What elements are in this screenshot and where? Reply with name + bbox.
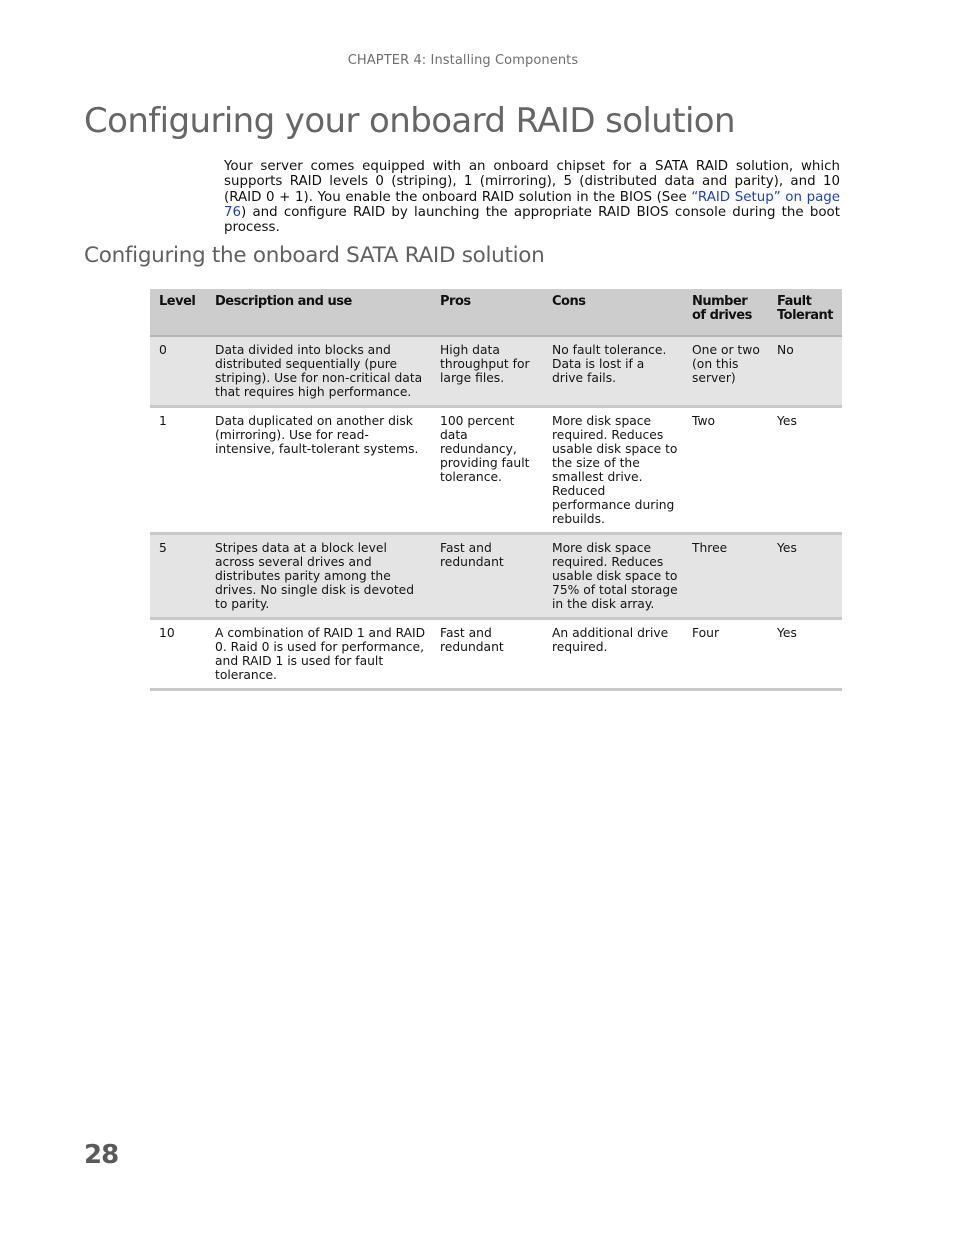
page-number: 28	[84, 1140, 119, 1170]
header-pros: Pros	[431, 289, 543, 336]
cell-fault-tolerant: Yes	[768, 534, 842, 619]
cell-description: Data duplicated on another disk (mirroring). Use for read-intensive, fault-tolerant systems.	[206, 407, 431, 534]
cell-drives: Two	[683, 407, 768, 534]
header-number-of-drives: Number of drives	[683, 289, 768, 336]
cell-cons: More disk space required. Reduces usable disk space to the size of the smallest drive. Reduced performance during rebuilds.	[543, 407, 683, 534]
table-row	[150, 407, 842, 534]
cell-level: 0	[150, 336, 206, 407]
table-row	[150, 336, 842, 407]
cell-pros: High data throughput for large files.	[431, 336, 543, 407]
header-cons: Cons	[543, 289, 683, 336]
cell-level: 10	[150, 619, 206, 690]
cell-level: 1	[150, 407, 206, 534]
table-row	[150, 534, 842, 619]
intro-paragraph	[224, 159, 840, 235]
cell-description: Stripes data at a block level across several drives and distributes parity among the drives. No single disk is devoted to parity.	[206, 534, 431, 619]
cell-level: 5	[150, 534, 206, 619]
cell-fault-tolerant: Yes	[768, 407, 842, 534]
cell-fault-tolerant: Yes	[768, 619, 842, 690]
raid-levels-table	[150, 289, 842, 691]
cell-drives: One or two (on this server)	[683, 336, 768, 407]
running-head: CHAPTER 4: Installing Components	[347, 53, 579, 68]
cell-fault-tolerant: No	[768, 336, 842, 407]
header-description: Description and use	[206, 289, 431, 336]
header-level: Level	[150, 289, 206, 336]
cell-cons: No fault tolerance. Data is lost if a drive fails.	[543, 336, 683, 407]
intro-text-end: ) and configure RAID by launching the appropriate RAID BIOS console during the boot process.	[224, 204, 840, 236]
cell-drives: Four	[683, 619, 768, 690]
cell-description: A combination of RAID 1 and RAID 0. Raid 0 is used for performance, and RAID 1 is used for fault tolerance.	[206, 619, 431, 690]
page-title: Configuring your onboard RAID solution	[84, 101, 735, 141]
cell-pros: Fast and redundant	[431, 619, 543, 690]
raid-setup-link[interactable]: “RAID Setup” on page 76	[224, 189, 841, 220]
table-header-row	[150, 289, 842, 336]
header-fault-tolerant: Fault Tolerant	[768, 289, 842, 336]
section-heading: Configuring the onboard SATA RAID solution	[84, 243, 545, 268]
cell-drives: Three	[683, 534, 768, 619]
intro-text-start: Your server comes equipped with an onboard chipset for a SATA RAID solution, which supports RAID levels 0 (striping), 1 (mirroring), 5 (distributed data and parity), and 10 (RAID 0 + 1). You enable the onboard RAID solution in the BIOS (See	[224, 159, 840, 205]
cell-cons: More disk space required. Reduces usable disk space to 75% of total storage in the disk array.	[543, 534, 683, 619]
cell-pros: 100 percent data redundancy, providing fault tolerance.	[431, 407, 543, 534]
cell-description: Data divided into blocks and distributed sequentially (pure striping). Use for non-critical data that requires high performance.	[206, 336, 431, 407]
table-row	[150, 619, 842, 690]
cell-pros: Fast and redundant	[431, 534, 543, 619]
cell-cons: An additional drive required.	[543, 619, 683, 690]
